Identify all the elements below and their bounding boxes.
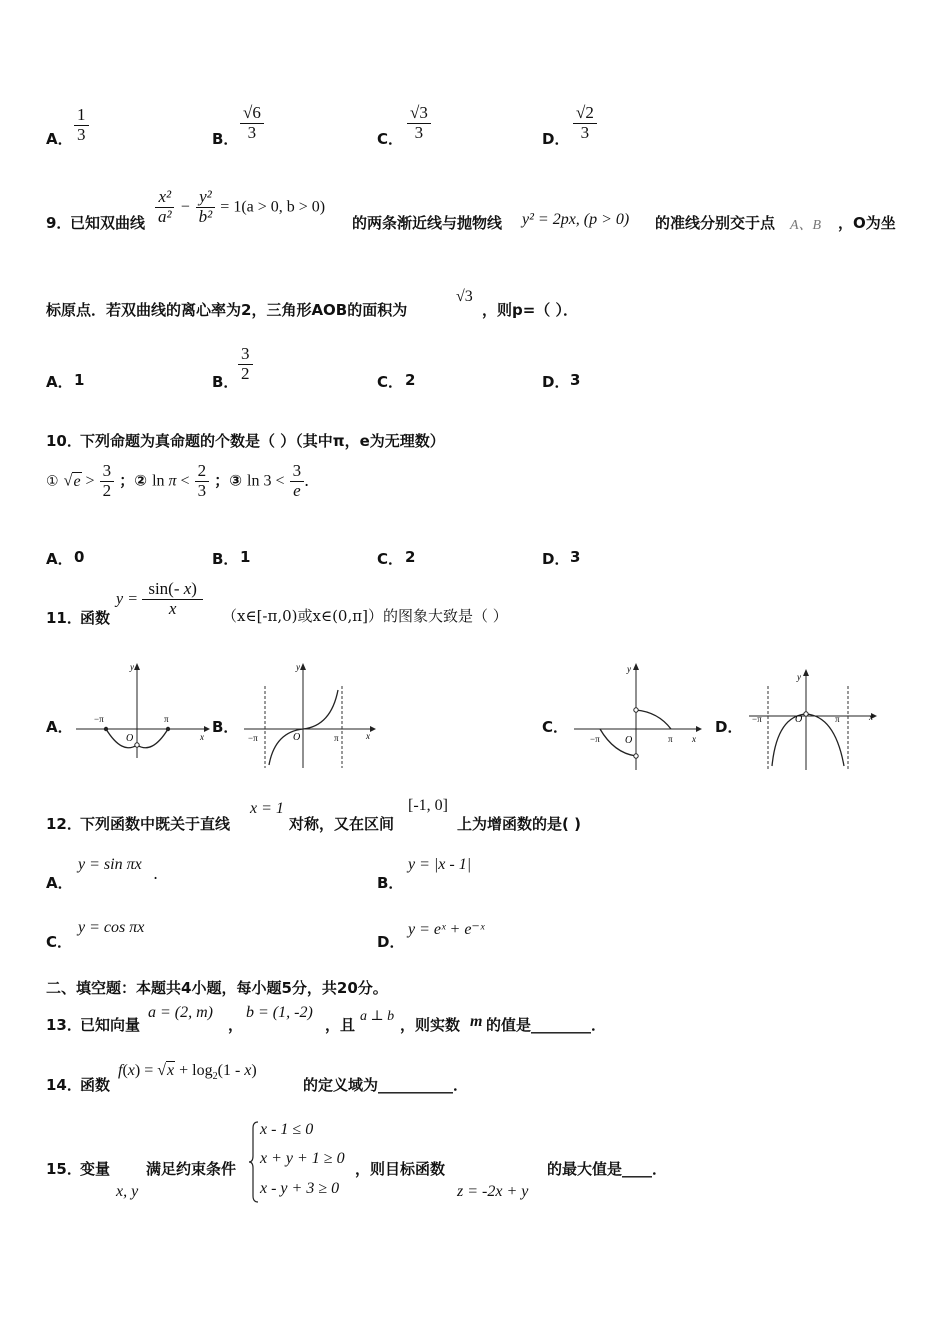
- option-label: A．: [46, 373, 73, 391]
- option-label: A．: [46, 718, 73, 736]
- question-text: 函数: [80, 609, 111, 627]
- question-text: 函数: [80, 1076, 111, 1094]
- origin-label: O: [126, 733, 134, 744]
- axis-y-label: y: [296, 662, 300, 672]
- question-text: ，则实数: [400, 1016, 461, 1034]
- option-formula: y = sin πx: [78, 856, 142, 873]
- fraction: [74, 106, 89, 144]
- axis-x-label: x: [366, 731, 370, 741]
- vector-a: a = (2, m): [148, 1004, 214, 1021]
- option-label: D．: [377, 933, 405, 951]
- pi-label: π: [668, 734, 673, 744]
- option-value: 1: [240, 548, 251, 566]
- interval: [-1, 0]: [408, 797, 448, 814]
- denominator: 3: [580, 122, 590, 142]
- option-label: D．: [542, 130, 570, 148]
- axis-x-label: x: [869, 712, 873, 722]
- question-number: 13．: [46, 1016, 82, 1034]
- line-formula: x = 1: [250, 800, 284, 817]
- perpendicular: a ⊥ b: [360, 1009, 395, 1024]
- fraction: [407, 104, 431, 142]
- option-value: 3: [570, 371, 581, 389]
- option-label: D．: [715, 718, 743, 736]
- option-value: 2: [405, 371, 416, 389]
- question-text: 已知向量: [80, 1016, 141, 1034]
- graph-c[interactable]: [570, 660, 710, 772]
- variables: x, y: [116, 1183, 139, 1200]
- option-label: B．: [212, 550, 239, 568]
- denominator: 3: [414, 122, 424, 142]
- denominator: 3: [247, 122, 257, 142]
- numerator: √3: [407, 104, 431, 124]
- variable-m: m: [470, 1013, 483, 1030]
- option-formula: y = |x - 1|: [408, 856, 472, 873]
- sqrt-value: √3: [456, 288, 473, 305]
- option-label: C．: [542, 718, 569, 736]
- option-label: A．: [46, 874, 73, 892]
- option-suffix: .: [153, 864, 159, 883]
- constraint: x - 1 ≤ 0: [260, 1121, 314, 1138]
- option-label: C．: [46, 933, 73, 951]
- question-number: 14．: [46, 1076, 82, 1094]
- numerator: √6: [240, 104, 264, 124]
- question-text: 的两条渐近线与抛物线: [352, 214, 503, 232]
- fraction: [238, 345, 253, 383]
- option-value: 0: [74, 548, 85, 566]
- section-heading: 二、填空题：本题共4小题，每小题5分，共20分。: [46, 979, 388, 997]
- option-formula: y = eˣ + e⁻ˣ: [408, 921, 485, 938]
- option-label: A．: [46, 130, 73, 148]
- option-label: D．: [542, 373, 570, 391]
- hyperbola-formula: $\frac{\text{x²}}{\text{a²}}$ − $\frac{\text{y²}}{\text{b²}}$ = 1(a > 0, b > 0): [155, 188, 325, 226]
- fraction: [240, 104, 264, 142]
- neg-pi-label: −π: [248, 733, 258, 743]
- option-label: D．: [542, 550, 570, 568]
- neg-pi-label: −π: [94, 714, 104, 724]
- question-text: 下列命题为真命题的个数是（ ）（其中π，e为无理数）: [80, 432, 445, 450]
- constraint: x + y + 1 ≥ 0: [260, 1150, 345, 1167]
- option-value: 3: [570, 548, 581, 566]
- option-value: 2: [405, 548, 416, 566]
- fraction: [573, 104, 597, 142]
- option-label: C．: [377, 550, 404, 568]
- option-label: A．: [46, 550, 73, 568]
- origin-label: O: [625, 735, 633, 746]
- axis-y-label: y: [797, 672, 801, 682]
- question-number: 9．: [46, 214, 72, 232]
- answer-blank: 的值是________．: [486, 1016, 607, 1034]
- question-text: ，O为坐: [838, 214, 896, 232]
- graph-d[interactable]: [745, 666, 885, 772]
- origin-label: O: [293, 732, 301, 743]
- numerator: √2: [573, 104, 597, 124]
- question-text: ，且: [325, 1016, 356, 1034]
- question-text: 上为增函数的是( ): [457, 815, 581, 833]
- axis-y-label: y: [627, 664, 631, 674]
- function-formula: y = $\frac{\sin(- x)}{x}$: [116, 580, 203, 618]
- constraint: x - y + 3 ≥ 0: [260, 1180, 340, 1197]
- domain-text: （x∈[-π,0)或x∈(0,π]）的图象大致是（ ）: [222, 607, 508, 625]
- denominator: 3: [77, 124, 86, 144]
- parabola-formula: y² = 2px, (p > 0): [522, 211, 630, 228]
- question-text: 已知双曲线: [70, 214, 146, 232]
- question-text: 的准线分别交于点: [655, 214, 776, 232]
- answer-blank: 的最大值是____．: [547, 1160, 668, 1178]
- axis-y-label: y: [130, 662, 134, 672]
- option-label: B．: [212, 718, 239, 736]
- vector-b: b = (1, -2): [246, 1004, 313, 1021]
- pi-label: π: [334, 733, 339, 743]
- origin-label: O: [795, 714, 803, 725]
- numerator: 3: [238, 345, 253, 365]
- question-text: 标原点．若双曲线的离心率为2，三角形AOB的面积为: [46, 301, 408, 319]
- numerator: 1: [74, 106, 89, 126]
- question-number: 12．: [46, 815, 82, 833]
- question-number: 10．: [46, 432, 82, 450]
- brace-icon: [248, 1120, 260, 1204]
- axis-x-label: x: [692, 734, 696, 744]
- option-value: 1: [74, 371, 85, 389]
- function-formula: $f(x) = √x + \log_2(1 - x)$: [118, 1062, 257, 1083]
- separator: ，: [228, 1016, 244, 1034]
- question-text: ，则目标函数: [355, 1160, 446, 1178]
- pi-label: π: [835, 714, 840, 724]
- graph-a[interactable]: [72, 660, 212, 760]
- denominator: 2: [241, 363, 250, 383]
- question-text: 对称，又在区间: [289, 815, 395, 833]
- question-text: ，则p=（ ）．: [482, 301, 579, 319]
- question-text: 下列函数中既关于直线: [80, 815, 231, 833]
- axis-x-label: x: [200, 732, 204, 742]
- pi-label: π: [164, 714, 169, 724]
- option-label: B．: [212, 130, 239, 148]
- option-label: B．: [212, 373, 239, 391]
- question-text: 变量: [80, 1160, 111, 1178]
- option-label: C．: [377, 373, 404, 391]
- points-label: A、B: [790, 218, 822, 233]
- option-label: B．: [377, 874, 404, 892]
- question-text: 满足约束条件: [146, 1160, 237, 1178]
- statements: ① √e > $\frac{3}{2}$ ；② ln π < $\frac{2}{3}$ ；③ ln 3 < $\frac{3}{e}$ ．: [46, 461, 321, 500]
- neg-pi-label: −π: [590, 734, 600, 744]
- option-label: C．: [377, 130, 404, 148]
- question-number: 11．: [46, 609, 82, 627]
- neg-pi-label: −π: [752, 714, 762, 724]
- graph-b[interactable]: [240, 660, 380, 770]
- answer-blank: 的定义域为__________．: [303, 1076, 469, 1094]
- option-formula: y = cos πx: [78, 919, 145, 936]
- objective-formula: z = -2x + y: [457, 1183, 529, 1200]
- question-number: 15．: [46, 1160, 82, 1178]
